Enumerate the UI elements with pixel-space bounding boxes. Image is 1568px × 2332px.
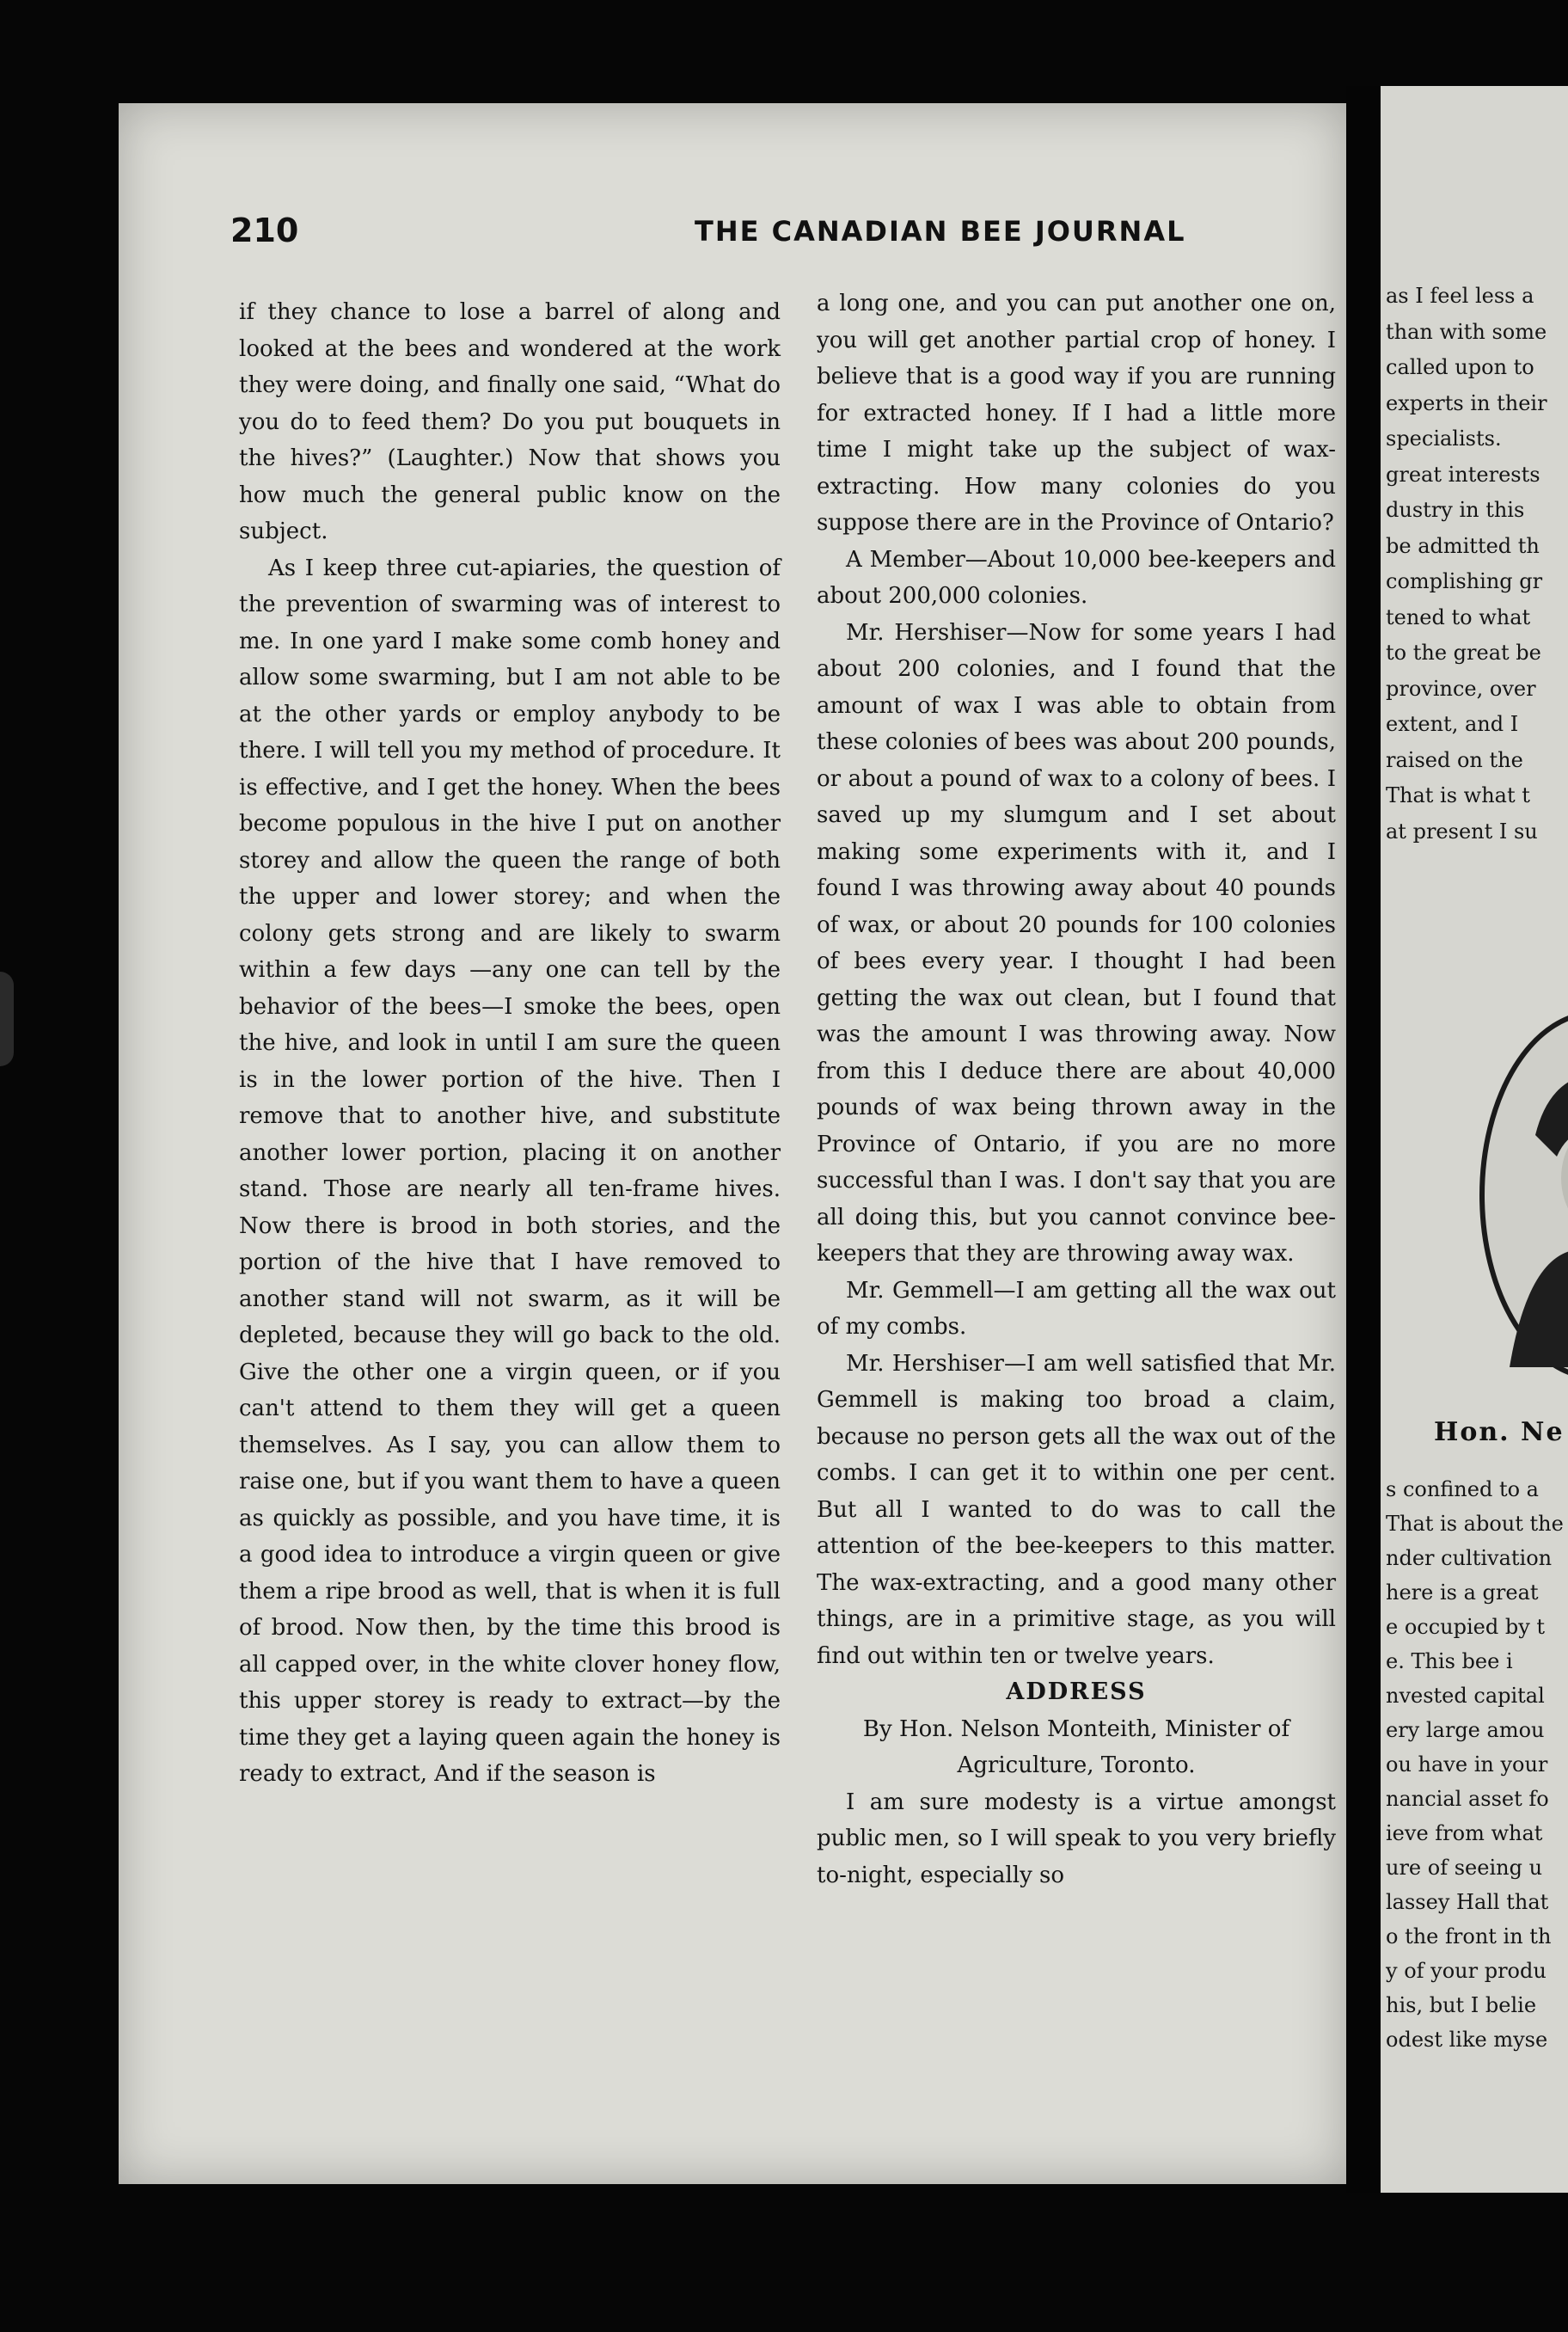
journal-page bbox=[119, 103, 1346, 2184]
text-line: at present I su bbox=[1386, 819, 1538, 844]
text-line: tened to what bbox=[1386, 604, 1531, 629]
text-line: province, over bbox=[1386, 676, 1536, 701]
paragraph: As I keep three cut-apiaries, the question of the prevention of swarming was of interest to me. In one yard I make some comb honey and allow some swarming, but I am not able to be at the other yards or employ anybody to be there. I will tell you my method of procedure. It is effective, and I get the honey. When the bees become populous in the hive I put on another storey and allow the queen the range of both the upper and lower storey; and when the colony gets strong and are likely to swarm within a few days —any one can tell by the behavior of the bees—I smoke the bees, open the hive, and look in until I am sure the queen is in the lower portion of the hive. Then I remove that to another hive, and substitute another lower portion, placing it on another stand. Those are nearly all ten-frame hives. Now there is brood in both stories, and the portion of the hive that I have removed to another stand will not swarm, as it will be depleted, because they will go back to the old. Give the other one a virgin queen, or if you can't attend to them they will get a queen themselves. As I say, you can allow them to raise one, but if you want them to have a queen as quickly as possible, and you have time, it is a good idea to introduce a virgin queen or give them a ripe brood as well, that is when it is full of brood. Now then, by the time this brood is all capped over, in the white clover honey flow, this upper storey is ready to extract—by the time they get a laying queen again the honey is ready to extract, And if the season is bbox=[239, 555, 781, 1787]
paragraph: I am sure modesty is a virtue amongst public men, so I will speak to you very briefly to-night, especially so bbox=[817, 1789, 1336, 1888]
text-line: e. This bee i bbox=[1386, 1649, 1513, 1673]
text-line: o the front in th bbox=[1386, 1924, 1552, 1948]
portrait-photo bbox=[1475, 1006, 1568, 1384]
text-line: lassey Hall that bbox=[1386, 1890, 1549, 1914]
facing-page-fragment bbox=[1381, 86, 1568, 2193]
text-line: to the great be bbox=[1386, 641, 1541, 665]
section-heading: ADDRESS bbox=[1006, 1678, 1147, 1705]
text-line: dustry in this bbox=[1386, 498, 1525, 522]
text-line: e occupied by t bbox=[1386, 1615, 1546, 1639]
scan-edge-artifact bbox=[0, 972, 14, 1066]
text-line: nancial asset fo bbox=[1386, 1787, 1549, 1811]
text-line: great interests bbox=[1386, 462, 1540, 487]
text-line: ure of seeing u bbox=[1386, 1856, 1543, 1880]
text-line: as I feel less a bbox=[1386, 284, 1534, 308]
text-line: his, but I belie bbox=[1386, 1993, 1537, 2017]
facing-page-text-upper bbox=[1386, 279, 1568, 850]
right-column bbox=[817, 285, 1336, 1893]
text-line: ery large amou bbox=[1386, 1718, 1545, 1742]
page-number: 210 bbox=[230, 212, 299, 249]
running-head: THE CANADIAN BEE JOURNAL bbox=[695, 215, 1186, 248]
paragraph: a long one, and you can put another one on, you will get another partial crop of honey. I believe that is a good way if you are running for extracted honey. If I had a little more time I might take up the subject of wax-extracting. How many colonies do you suppose there are in the Province of Ontario? bbox=[817, 291, 1336, 536]
text-line: specialists. bbox=[1386, 427, 1502, 451]
text-line: That is about the bbox=[1386, 1512, 1564, 1536]
text-line: here is a great bbox=[1386, 1580, 1539, 1605]
text-line: raised on the bbox=[1386, 747, 1523, 772]
text-line: complishing gr bbox=[1386, 569, 1543, 593]
text-line: extent, and I bbox=[1386, 712, 1519, 736]
text-line: ou have in your bbox=[1386, 1752, 1548, 1777]
text-line: experts in their bbox=[1386, 390, 1547, 415]
portrait-caption: Hon. Ne bbox=[1434, 1417, 1565, 1447]
book-gutter bbox=[1346, 86, 1381, 2193]
text-line: than with some bbox=[1386, 319, 1547, 344]
text-line: y of your produ bbox=[1386, 1959, 1547, 1983]
paragraph: Mr. Gemmell—I am getting all the wax out of my combs. bbox=[817, 1277, 1336, 1340]
text-line: odest like myse bbox=[1386, 2028, 1548, 2052]
paragraph: if they chance to lose a barrel of along and looked at the bees and wondered at the work they were doing, and finally one said, “What do you do to feed them? Do you put bouquets in the hives?” (Laughter.) Now that shows you how much the general public know on the subject. bbox=[239, 299, 781, 544]
text-line: be admitted th bbox=[1386, 533, 1540, 558]
text-line: nder cultivation bbox=[1386, 1546, 1553, 1570]
paragraph: A Member—About 10,000 bee-keepers and about 200,000 colonies. bbox=[817, 546, 1336, 609]
text-line: ieve from what bbox=[1386, 1821, 1543, 1845]
paragraph: Mr. Hershiser—Now for some years I had about 200 colonies, and I found that the amount of wax I was able to obtain from these colonies of bees was about 200 pounds, or about a pound of wax to a colony of bees. I saved up my slumgum and I set about making some experiments with it, and I found I was throwing away about 40 pounds of wax, or about 20 pounds for 100 colonies of bees every year. I thought I had been getting the wax out clean, but I found that was the amount I was throwing away. Now from this I deduce there are about 40,000 pounds of wax being thrown away in the Province of Ontario, if you are no more successful than I was. I don't say that you are all doing this, but you cannot convince bee-keepers that they are throwing away wax. bbox=[817, 619, 1336, 1267]
page-header bbox=[230, 205, 1193, 265]
text-line: nvested capital bbox=[1386, 1684, 1545, 1708]
text-line: That is what t bbox=[1386, 783, 1530, 807]
byline: By Hon. Nelson Monteith, Minister of Agriculture, Toronto. bbox=[862, 1715, 1290, 1778]
facing-page-text-lower bbox=[1386, 1472, 1568, 2057]
text-line: s confined to a bbox=[1386, 1477, 1539, 1501]
paragraph: Mr. Hershiser—I am well satisfied that Mr. Gemmell is making too broad a claim, because no person gets all the wax out of the combs. I can get it to within one per cent. But all I wanted to do was to call the attention of the bee-keepers to this matter. The wax-extracting, and a good many other things, are in a primitive stage, as you will find out within ten or twelve years. bbox=[817, 1350, 1336, 1669]
left-column bbox=[239, 294, 781, 1793]
text-line: called upon to bbox=[1386, 355, 1534, 379]
